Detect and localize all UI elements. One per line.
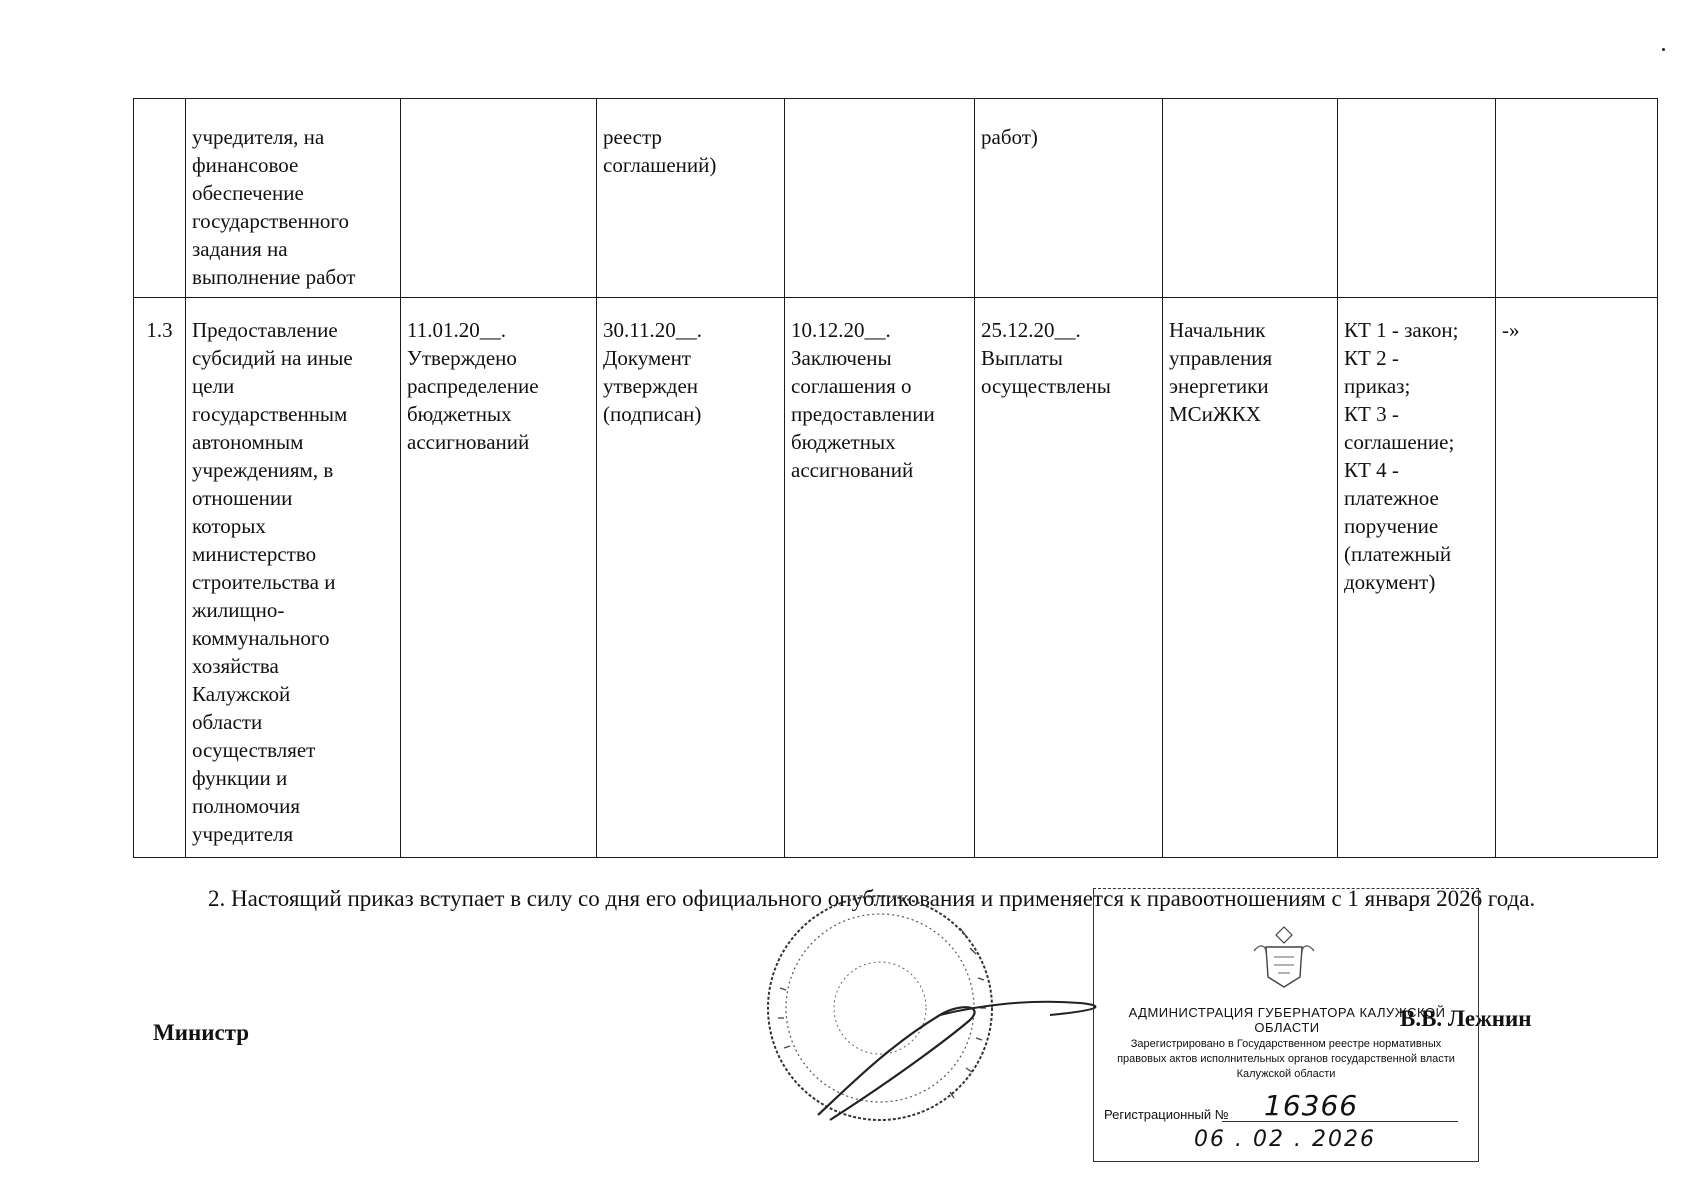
stamp-text-line: Зарегистрировано в Государственном реестре нормативных (1130, 1038, 1442, 1050)
signatory-position: Министр (153, 1020, 250, 1045)
cell-control-point-2: 30.11.20__. Документ утвержден (подписан) (597, 298, 785, 858)
cell-control-point-3 (785, 99, 975, 298)
cell-information-system: -» (1496, 298, 1658, 858)
cell-responsible (1163, 99, 1338, 298)
speck-mark (1662, 48, 1665, 51)
registration-number-label: Регистрационный № (1104, 1107, 1229, 1122)
cell-number (134, 99, 186, 298)
cell-control-point-1: 11.01.20__. Утверждено распределение бюджетных ассигнований (401, 298, 597, 858)
cell-responsible: Начальник управления энергетики МСиЖКХ (1163, 298, 1338, 858)
coat-of-arms-emblem (1244, 921, 1324, 993)
cell-event-name: учредителя, на финансовое обеспечение государственного задания на выполнение работ (186, 99, 401, 298)
stamp-text-line: правовых актов исполнительных органов государственной власти (1117, 1053, 1455, 1065)
cell-control-point-4: 25.12.20__. Выплаты осуществлены (975, 298, 1163, 858)
table-row (134, 99, 1658, 298)
stamp-text-line: Калужской области (1236, 1068, 1336, 1080)
cell-event-name: Предоставление субсидий на иные цели государственным автономным учреждениям, в отношении которых министерство строительства и жилищно- коммунального хозяйства Калужской области осуществляет функции и полномочия учредителя (186, 298, 401, 858)
cell-control-point-1 (401, 99, 597, 298)
signatory-name: В.В. Лежнин (1400, 1006, 1532, 1031)
registration-date: 06 . 02 . 2026 (1194, 1127, 1376, 1152)
stamp-title: АДМИНИСТРАЦИЯ ГУБЕРНАТОРА КАЛУЖСКОЙ ОБЛАСТИ (1128, 1005, 1446, 1035)
cell-control-point-4: работ) (975, 99, 1163, 298)
registration-stamp (1093, 888, 1479, 1162)
handwritten-signature (810, 975, 1130, 1125)
registration-number-underline (1222, 1121, 1458, 1122)
effective-date-paragraph: 2. Настоящий приказ вступает в силу со дня его официального опубликования и применяется к правоотношениям с 1 января 2026 года. (208, 886, 1536, 911)
cell-number: 1.3 (134, 298, 186, 858)
cell-information-system (1496, 99, 1658, 298)
cell-control-point-2: реестр соглашений) (597, 99, 785, 298)
cell-control-point-3: 10.12.20__. Заключены соглашения о предоставлении бюджетных ассигнований (785, 298, 975, 858)
cell-document-type: КТ 1 - закон; КТ 2 - приказ; КТ 3 - соглашение; КТ 4 - платежное поручение (платежный документ) (1338, 298, 1496, 858)
schedule-table (133, 98, 1658, 858)
cell-document-type (1338, 99, 1496, 298)
registration-number: 16366 (1264, 1089, 1359, 1122)
table-row (134, 298, 1658, 858)
